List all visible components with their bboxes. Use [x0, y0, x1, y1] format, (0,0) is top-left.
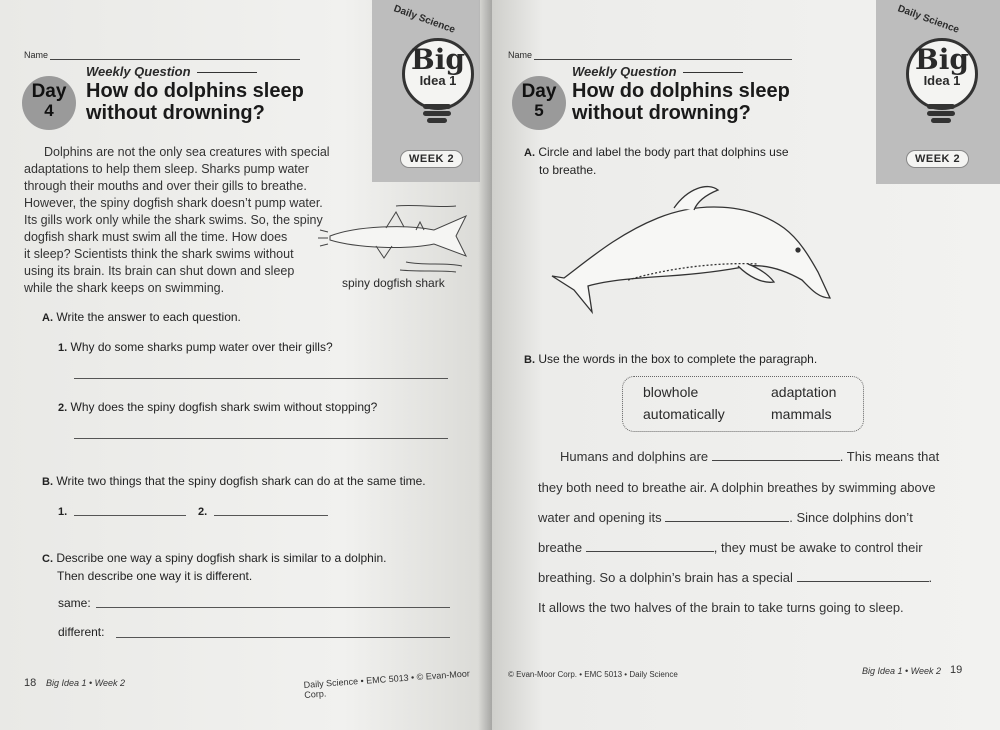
day-number: 5	[534, 101, 544, 120]
daily-science-label: Daily Science	[896, 3, 961, 36]
section-c-instruction: C. Describe one way a spiny dogfish shark is similar to a dolphin. Then describe one way it is different.	[42, 551, 387, 583]
lightbulb-icon: Big Idea 1	[906, 38, 978, 110]
day-word: Day	[521, 81, 557, 102]
dolphin-illustration	[548, 180, 838, 320]
day-number: 4	[44, 101, 54, 120]
different-answer-line[interactable]	[116, 637, 450, 638]
page-title: How do dolphins sleep without drowning?	[86, 80, 304, 124]
day-badge	[22, 76, 76, 130]
cloze-blank-1[interactable]	[712, 450, 840, 461]
bulb-base-icon	[927, 104, 955, 125]
week-badge: WEEK 2	[400, 150, 463, 168]
section-a-instruction: A. Write the answer to each question.	[42, 310, 241, 324]
question-2: 2. Why does the spiny dogfish shark swim without stopping?	[58, 400, 378, 414]
cloze-line-2: they both need to breathe air. A dolphin breathes by swimming above	[538, 480, 936, 495]
big-idea-tab	[876, 0, 1000, 184]
name-line[interactable]	[534, 51, 792, 60]
lightbulb-icon: Big Idea 1	[402, 38, 474, 110]
cloze-blank-3[interactable]	[586, 541, 714, 552]
word-blowhole: blowhole	[643, 384, 699, 400]
cloze-blank-4[interactable]	[797, 571, 929, 582]
cloze-line-3: water and opening its . Since dolphins don’t	[538, 510, 913, 525]
name-field	[24, 50, 300, 60]
page-number: 18	[24, 677, 37, 689]
page-number: 19	[950, 664, 963, 676]
day-word: Day	[31, 81, 67, 102]
shark-illustration	[316, 200, 472, 276]
answer-line-1[interactable]	[74, 378, 448, 379]
name-label: Name	[508, 50, 533, 60]
weekly-question-label: Weekly Question	[572, 64, 743, 79]
cloze-line-1: Humans and dolphins are . This means that	[560, 449, 940, 464]
word-bank	[622, 376, 864, 432]
footer-big-idea: Big Idea 1 • Week 2	[46, 678, 126, 688]
right-page	[492, 0, 1000, 730]
section-b-item-1: 1.	[58, 506, 68, 518]
section-b-instruction: B. Use the words in the box to complete the paragraph.	[524, 352, 818, 366]
question-1: 1. Why do some sharks pump water over their gills?	[58, 340, 333, 354]
weekly-question-label: Weekly Question	[86, 64, 257, 79]
cloze-line-6: It allows the two halves of the brain to take turns going to sleep.	[538, 600, 904, 615]
answer-line-b2[interactable]	[214, 515, 328, 516]
section-a-instruction: A. Circle and label the body part that dolphins use to breathe.	[524, 145, 789, 177]
name-field	[508, 50, 792, 60]
word-adaptation: adaptation	[771, 384, 837, 400]
different-label: different:	[58, 625, 105, 639]
same-label: same:	[58, 596, 91, 610]
word-automatically: automatically	[643, 406, 725, 422]
cloze-blank-2[interactable]	[665, 511, 789, 522]
answer-line-b1[interactable]	[74, 515, 186, 516]
bulb-base-icon	[423, 104, 451, 125]
footer-publisher: Daily Science • EMC 5013 • © Evan-Moor Corp.	[303, 668, 471, 700]
section-b-instruction: B. Write two things that the spiny dogfish shark can do at the same time.	[42, 474, 426, 488]
daily-science-label: Daily Science	[392, 3, 457, 36]
cloze-line-4: breathe , they must be awake to control their	[538, 540, 923, 555]
name-label: Name	[24, 50, 49, 60]
big-idea-tab	[372, 0, 480, 182]
footer-big-idea: Big Idea 1 • Week 2	[862, 666, 942, 676]
week-badge: WEEK 2	[906, 150, 969, 168]
word-mammals: mammals	[771, 406, 832, 422]
page-title: How do dolphins sleep without drowning?	[572, 80, 790, 124]
left-page	[0, 0, 492, 730]
cloze-line-5: breathing. So a dolphin’s brain has a special .	[538, 570, 933, 585]
section-b-item-2: 2.	[198, 506, 208, 518]
day-badge	[512, 76, 566, 130]
footer-publisher: © Evan-Moor Corp. • EMC 5013 • Daily Science	[508, 670, 678, 679]
reading-paragraph: Dolphins are not the only sea creatures with special adaptations to help them sleep. Sharks pump water through their mouths and over their gills to breathe. However, the spiny dogfish shark doesn’t pump water. Its gills work only while the shark swims. So, the spiny dogfish shark must swim all the time. How does it sleep? Scientists think the shark swims without using its brain. Its brain can shut down and sleep while the shark keeps on swimming.	[24, 145, 330, 295]
image-caption: spiny dogfish shark	[342, 276, 445, 290]
same-answer-line[interactable]	[96, 607, 450, 608]
answer-line-2[interactable]	[74, 438, 448, 439]
name-line[interactable]	[50, 51, 300, 60]
